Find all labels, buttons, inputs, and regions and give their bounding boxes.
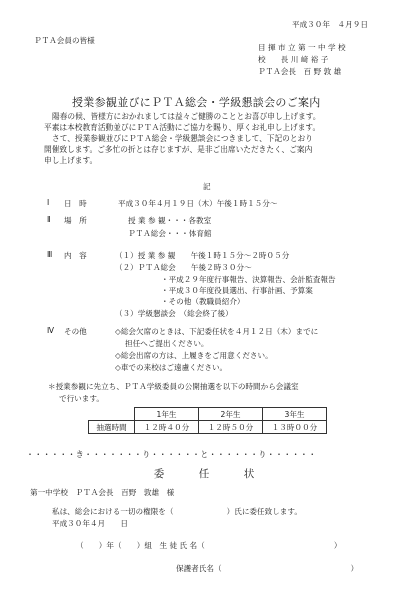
- table-corner: [89, 408, 135, 421]
- sender-school: 目 揮 市 立 第 一 中 学 校: [258, 43, 346, 52]
- intro-line: 開催致します。ご多忙の折とは存じますが、是非ご出席いただきたく、ご案内: [44, 145, 313, 154]
- proxy-statement: 私は、総会における一切の権限を（ ）氏に委任致します。: [52, 507, 302, 516]
- content-line: （１）授 業 参 観 午後１時１５分～２時０５分: [115, 251, 290, 260]
- item-place-line: 授 業 参 観・・・各教室: [128, 216, 212, 225]
- other-line: ◇総会出席の方は、上履きをご用意ください。: [115, 351, 273, 360]
- table-cell: １２時５０分: [199, 421, 263, 434]
- intro-line: 陽春の候、皆様方におかれましては益々ご健勝のこととお喜び申し上げます。: [52, 112, 321, 121]
- lottery-schedule-table: [88, 407, 327, 434]
- item-content-num: Ⅲ: [47, 250, 53, 259]
- content-line: （２）ＰＴＡ総会 午後２時３０分～: [115, 263, 252, 272]
- sender-principal: 校 長 川 﨑 裕 子: [258, 55, 329, 64]
- item-date-num: Ⅰ: [47, 198, 50, 207]
- item-other-label: その他: [64, 327, 87, 336]
- intro-line: 申し上げます。: [44, 156, 98, 165]
- table-header-cell: 3年生: [263, 408, 327, 421]
- sender-pta-chair: ＰＴＡ会長 百 野 敦 雄: [258, 67, 342, 76]
- cut-line: ・・・・・・き・・・・・・・り・・・・・・と・・・・・・り・・・・・・: [26, 450, 317, 459]
- item-place-label: 場 所: [64, 216, 87, 225]
- item-date-label: 日 時: [64, 199, 87, 208]
- other-line: ◇総会欠席のときは、下記委任状を４月１２日（木）までに: [115, 327, 319, 336]
- intro-line: 平素は本校教育活動並びにＰＴＡ活動にご協力を賜り、厚くお礼申し上げます。: [44, 123, 321, 132]
- recipient-line: ＰＴＡ会員の皆様: [34, 36, 95, 45]
- proxy-addressee: 第一中学校 ＰＴＡ会長 百野 敦雄 様: [30, 488, 175, 497]
- document-date: 平成３０年 ４月９日: [292, 20, 368, 29]
- item-place-num: Ⅱ: [47, 215, 51, 224]
- other-line: ◇車での来校はご遠慮ください。: [115, 363, 228, 372]
- page-title: 授業参観並びにＰＴＡ総会・学級懇談会のご案内: [72, 96, 321, 109]
- content-line: （３）学級懇談会 （総会終了後）: [115, 309, 233, 318]
- item-date-value: 平成３０年４月１９日（木）午後１時１５分～: [118, 199, 278, 208]
- table-header-row: [89, 408, 327, 421]
- proxy-form-title: 委 任 状: [153, 468, 267, 480]
- lottery-note-line: で行います。: [59, 394, 104, 403]
- intro-paragraph: [44, 111, 320, 166]
- proxy-date: 平成３０年４月 日: [52, 519, 128, 528]
- content-line: ・平成３０年度役員選出、行事計画、予算案: [161, 286, 313, 295]
- content-line: ・その他（教職員紹介）: [161, 297, 245, 306]
- table-cell: １３時００分: [263, 421, 327, 434]
- table-row-label: 抽選時間: [89, 421, 135, 434]
- sender-block: [258, 42, 346, 78]
- intro-line: さて、授業参観並びにＰＴＡ総会・学級懇談会につきまして、下記のとおり: [52, 134, 313, 143]
- other-line: 担任へご提出ください。: [125, 339, 209, 348]
- table-cell: １２時４０分: [135, 421, 199, 434]
- table-row: [89, 421, 327, 434]
- table-header-cell: 2年生: [199, 408, 263, 421]
- ki-heading: 記: [203, 182, 211, 191]
- student-name-field[interactable]: （ ）年（ ）組 生 徒 氏 名（ ）: [76, 541, 342, 550]
- item-place-line: ＰＴＡ総会・・・体育館: [128, 229, 212, 238]
- table-header-cell: 1年生: [135, 408, 199, 421]
- item-other-num: Ⅳ: [47, 326, 55, 335]
- guardian-name-field[interactable]: 保護者氏名（ ）: [176, 564, 359, 573]
- item-content-label: 内 容: [64, 251, 87, 260]
- content-line: ・平成２９年度行事報告、決算報告、会計監査報告: [161, 275, 336, 284]
- lottery-note-line: ＊授業参観に先立ち、ＰＴＡ学級委員の公開抽選を以下の時間から会議室: [48, 382, 299, 391]
